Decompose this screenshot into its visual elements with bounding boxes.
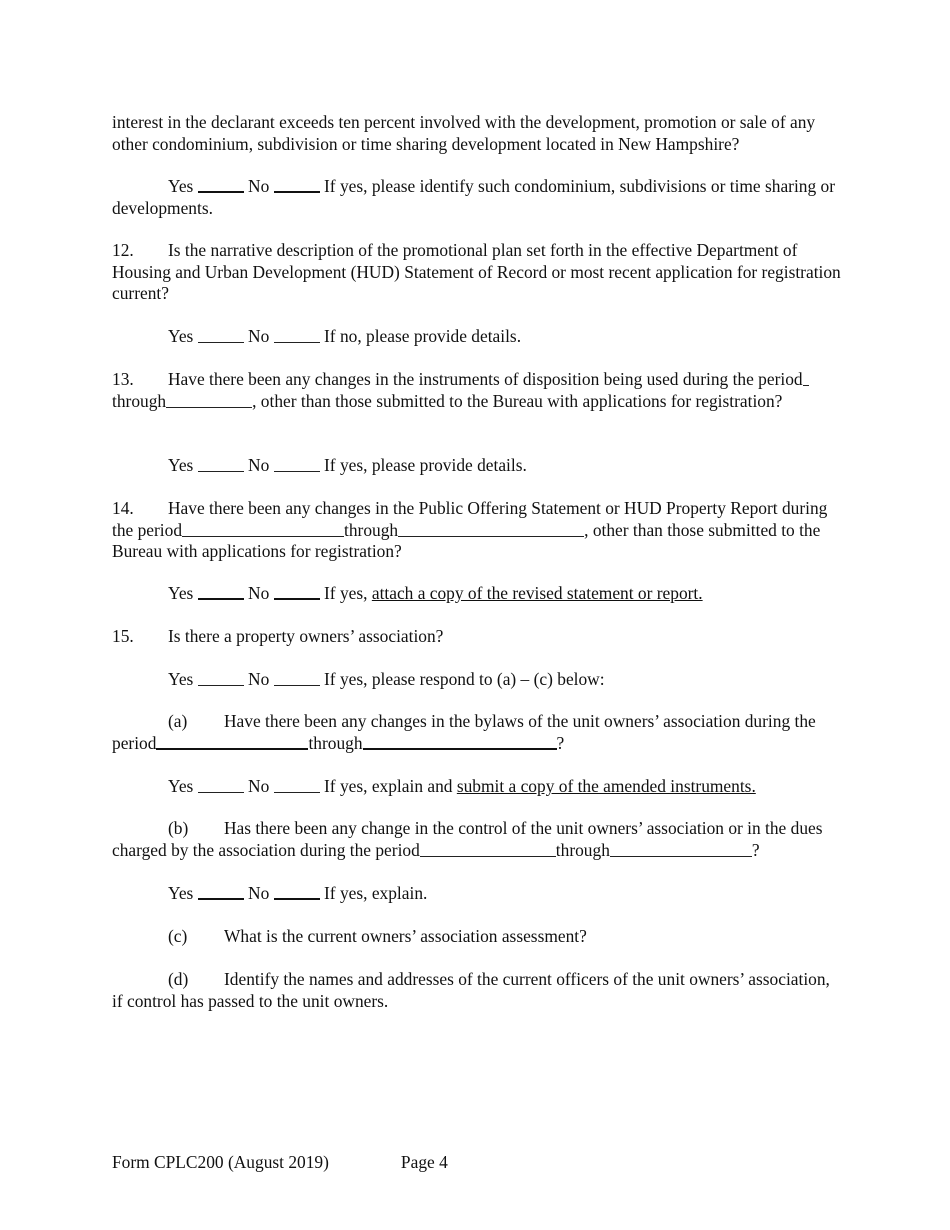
yes-label: Yes <box>168 776 194 796</box>
q15a-yes-blank[interactable] <box>198 791 244 793</box>
q14-period-start-blank[interactable] <box>182 535 344 537</box>
q13-number: 13. <box>112 369 134 389</box>
q15b-yes-blank[interactable] <box>198 897 244 900</box>
q13-followup-text: If yes, please provide details. <box>324 455 527 475</box>
q15a-followup-text: If yes, explain and <box>324 776 453 796</box>
q15-text: Is there a property owners’ association? <box>168 626 444 646</box>
q15a-through: through <box>308 732 363 753</box>
q13-question <box>112 369 842 412</box>
yes-label: Yes <box>168 669 194 689</box>
q13-text-b: , other than those submitted to the Bureau with applications for registration? <box>252 390 783 411</box>
q15b-answer-line <box>112 883 842 905</box>
q15d-label: (d) <box>168 969 189 989</box>
q13-through: through <box>112 390 167 411</box>
q15-number: 15. <box>112 626 134 646</box>
no-label: No <box>248 669 270 689</box>
q13-answer-line <box>112 455 842 477</box>
continuation-text: interest in the declarant exceeds ten percent involved with the development, promotion or sale of any other condominium, subdivision or time sharing development located in New Hampshire? <box>112 112 816 154</box>
q15a-question <box>112 711 842 754</box>
page-number: Page 4 <box>400 1152 448 1172</box>
q12-answer-line <box>112 326 842 348</box>
q11-no-blank[interactable] <box>274 190 320 193</box>
q15-yes-blank[interactable] <box>198 684 244 686</box>
q11-yes-blank[interactable] <box>198 190 244 193</box>
q15a-answer-line <box>112 776 842 798</box>
q14-period-end-blank[interactable] <box>398 535 584 537</box>
yes-label: Yes <box>168 455 194 475</box>
no-label: No <box>248 176 270 196</box>
q15-no-blank[interactable] <box>274 684 320 686</box>
q15-answer-line <box>112 669 842 691</box>
q13-yes-blank[interactable] <box>198 470 244 472</box>
no-label: No <box>248 583 270 603</box>
q15a-question-mark: ? <box>556 732 565 753</box>
q14-no-blank[interactable] <box>274 597 320 600</box>
q15b-label: (b) <box>168 818 189 838</box>
q15b-no-blank[interactable] <box>274 897 320 900</box>
q12-followup-text: If no, please provide details. <box>324 326 522 346</box>
q14-text-a: Have there been any changes in the Public Offering Statement or HUD Property Report during the period <box>112 498 828 540</box>
q15a-period-start-blank[interactable] <box>156 747 308 750</box>
q15a-label: (a) <box>168 711 188 731</box>
q15b-period-start-blank[interactable] <box>420 855 556 857</box>
q15a-no-blank[interactable] <box>274 791 320 793</box>
q15a-submit-instruction: submit a copy of the amended instruments. <box>456 776 756 796</box>
page-footer <box>112 1152 448 1174</box>
q14-text-b: , other than those submitted to the Bureau with applications for registration? <box>112 519 821 561</box>
q15b-question-mark: ? <box>751 839 760 860</box>
yes-label: Yes <box>168 883 194 903</box>
q12-yes-blank[interactable] <box>198 341 244 343</box>
yes-label: Yes <box>168 326 194 346</box>
q12-question <box>112 240 842 305</box>
continuation-paragraph <box>112 112 842 155</box>
q14-question <box>112 498 842 563</box>
q15c-label: (c) <box>168 926 188 946</box>
q14-attach-instruction: attach a copy of the revised statement or report. <box>371 583 703 603</box>
q13-no-blank[interactable] <box>274 470 320 472</box>
q12-text: Is the narrative description of the promotional plan set forth in the effective Department of Housing and Urban Development (HUD) Statement of Record or most recent application for registration current? <box>112 240 841 303</box>
q15c-text: What is the current owners’ association assessment? <box>224 926 587 946</box>
q13-period-start-blank[interactable] <box>803 384 809 386</box>
q11-followup-text: If yes, please identify such condominium, subdivisions or time sharing or developments. <box>112 176 836 218</box>
q15b-text: Has there been any change in the control of the unit owners’ association or in the dues charged by the association during the period <box>112 818 823 860</box>
q14-through: through <box>344 519 399 540</box>
q13-text-a: Have there been any changes in the instruments of disposition being used during the period <box>168 369 803 389</box>
q15a-period-end-blank[interactable] <box>363 747 557 750</box>
no-label: No <box>248 883 270 903</box>
q15b-followup-text: If yes, explain. <box>324 883 428 903</box>
q15-followup-text: If yes, please respond to (a) – (c) below: <box>324 669 605 689</box>
q15d-question <box>112 969 842 1012</box>
q15d-text: Identify the names and addresses of the current officers of the unit owners’ association, if control has passed to the unit owners. <box>112 969 830 1011</box>
q11-answer-line <box>112 176 842 219</box>
q15b-period-end-blank[interactable] <box>610 855 752 857</box>
q14-answer-line <box>112 583 842 605</box>
q15a-text: Have there been any changes in the bylaws of the unit owners’ association during the period <box>112 711 816 753</box>
q14-yes-blank[interactable] <box>198 597 244 600</box>
q15-question <box>112 626 842 648</box>
q15c-question <box>112 926 842 948</box>
no-label: No <box>248 326 270 346</box>
q12-no-blank[interactable] <box>274 341 320 343</box>
q15b-question <box>112 818 842 861</box>
yes-label: Yes <box>168 176 194 196</box>
form-identifier: Form CPLC200 (August 2019) <box>112 1152 329 1172</box>
yes-label: Yes <box>168 583 194 603</box>
q14-number: 14. <box>112 498 134 518</box>
no-label: No <box>248 776 270 796</box>
q12-number: 12. <box>112 240 134 260</box>
no-label: No <box>248 455 270 475</box>
q15b-through: through <box>555 839 610 860</box>
q13-period-end-blank[interactable] <box>166 406 252 408</box>
q14-followup-text: If yes, <box>324 583 368 603</box>
